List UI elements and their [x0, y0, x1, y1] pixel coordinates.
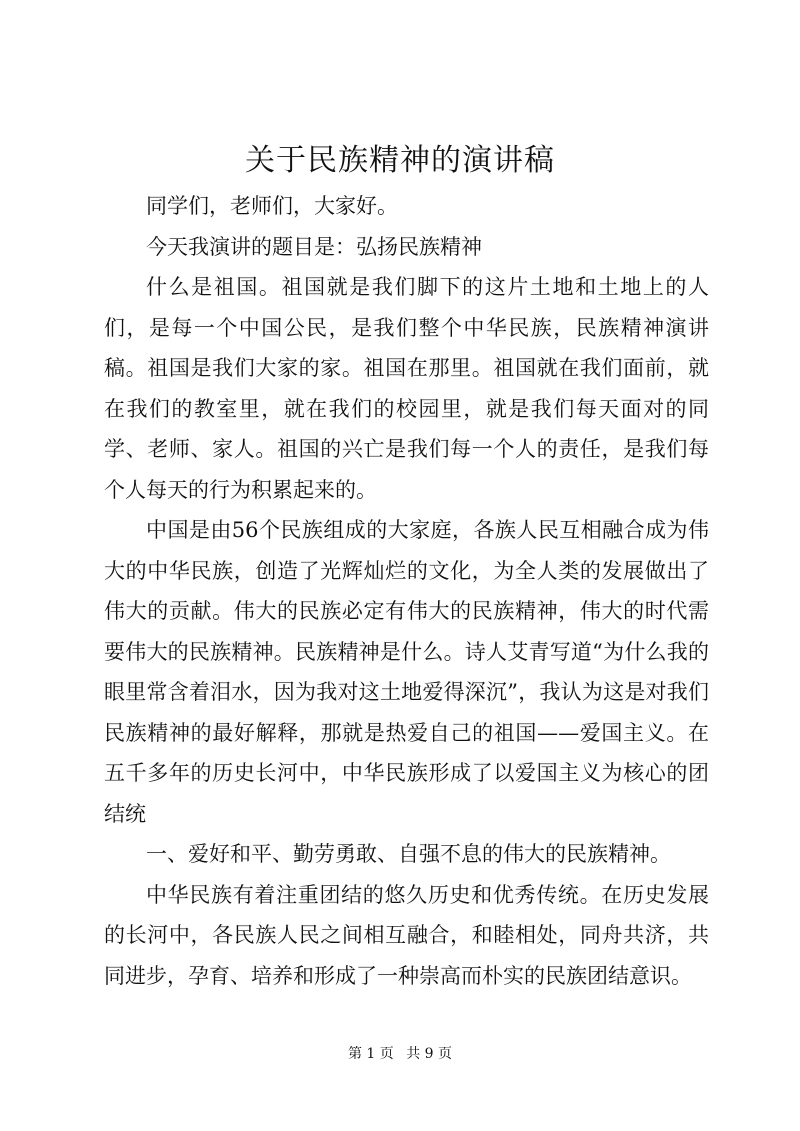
page-footer	[0, 1044, 800, 1064]
total-pages: 共 9 页	[406, 1046, 453, 1062]
page-number: 第 1 页	[347, 1046, 394, 1062]
paragraph-unity: 中华民族有着注重团结的悠久历史和优秀传统。在历史发展的长河中，各民族人民之间相互融合，和睦相处，同舟共济，共同进步，孕育、培养和形成了一种崇高而朴实的民族团结意识。	[104, 882, 709, 988]
paragraph-national-spirit: 中国是由56个民族组成的大家庭，各族人民互相融合成为伟大的中华民族，创造了光辉灿烂的文化，为全人类的发展做出了伟大的贡献。伟大的民族必定有伟大的民族精神，伟大的时代需要伟大的民族精神。民族精神是什么。诗人艾青写道“为什么我的眼里常含着泪水，因为我对这土地爱得深沉”，我认为这是对我们民族精神的最好解释，那就是热爱自己的祖国——爱国主义。在五千多年的历史长河中，中华民族形成了以爱国主义为核心的团结统	[104, 518, 709, 826]
paragraph-greeting: 同学们，老师们，大家好。	[146, 194, 398, 218]
document-title: 关于民族精神的演讲稿	[245, 143, 555, 178]
document-body	[104, 186, 709, 996]
paragraph-topic: 今天我演讲的题目是：弘扬民族精神	[146, 234, 482, 259]
paragraph-motherland: 什么是祖国。祖国就是我们脚下的这片土地和土地上的人们，是每一个中国公民，是我们整个中华民族，民族精神演讲稿。祖国是我们大家的家。祖国在那里。祖国就在我们面前，就在我们的教室里，就在我们的校园里，就是我们每天面对的同学、老师、家人。祖国的兴亡是我们每一个人的责任，是我们每个人每天的行为积累起来的。	[104, 275, 709, 502]
paragraph-peace: 一、爱好和平、勤劳勇敢、自强不息的伟大的民族精神。	[146, 842, 671, 866]
